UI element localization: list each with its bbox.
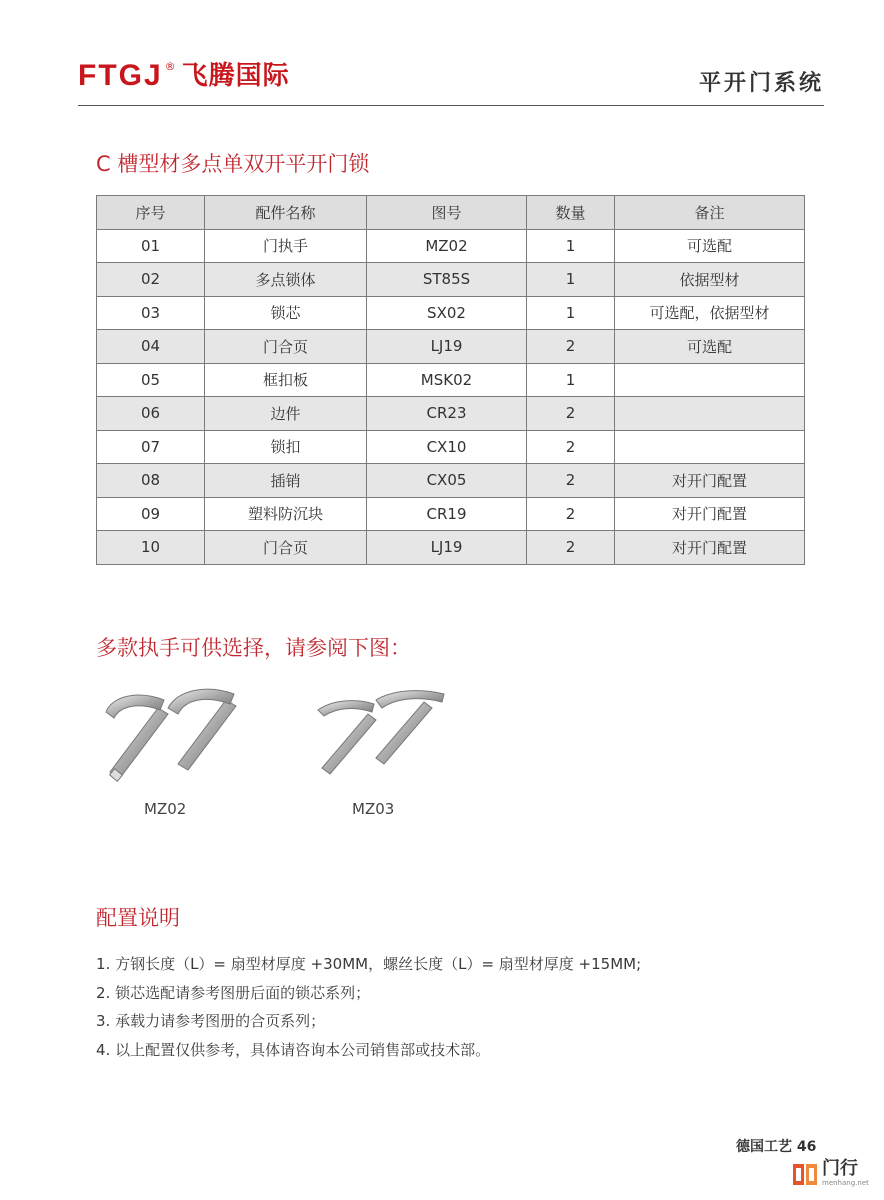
table-cell: 锁芯 [205, 296, 367, 330]
table-cell: 可选配，依据型材 [615, 296, 805, 330]
lock-section-title: C 槽型材多点单双开平开门锁 [96, 152, 370, 176]
table-cell [615, 430, 805, 464]
table-row [97, 296, 805, 330]
table-cell: MSK02 [367, 363, 527, 397]
table-cell: LJ19 [367, 330, 527, 364]
page-number-label: 德国工艺 46 [736, 1139, 817, 1155]
table-row [97, 497, 805, 531]
watermark-url: menhang.net [822, 1179, 869, 1187]
table-cell: SX02 [367, 296, 527, 330]
table-cell: 对开门配置 [615, 531, 805, 565]
registered-mark: ® [164, 60, 176, 73]
table-cell: ST85S [367, 263, 527, 297]
table-cell: 07 [97, 430, 205, 464]
watermark [792, 1160, 869, 1187]
table-cell: CX10 [367, 430, 527, 464]
handle-caption-mz02: MZ02 [144, 800, 187, 818]
table-cell [615, 397, 805, 431]
table-cell: 边件 [205, 397, 367, 431]
table-cell: 05 [97, 363, 205, 397]
table-cell: 可选配 [615, 229, 805, 263]
table-cell: 依据型材 [615, 263, 805, 297]
table-cell: 01 [97, 229, 205, 263]
table-cell: 10 [97, 531, 205, 565]
config-note: 2. 锁芯选配请参考图册后面的锁芯系列； [96, 983, 371, 1002]
table-cell: 2 [527, 397, 615, 431]
table-cell: 1 [527, 229, 615, 263]
config-notes [96, 950, 641, 1064]
column-header: 图号 [367, 196, 527, 230]
table-cell: CX05 [367, 464, 527, 498]
table-header-row [97, 196, 805, 230]
table-cell: 塑料防沉块 [205, 497, 367, 531]
table-cell: 2 [527, 464, 615, 498]
table-row [97, 430, 805, 464]
series-title: 平开门系统 [698, 71, 824, 96]
column-header: 数量 [527, 196, 615, 230]
table-row [97, 363, 805, 397]
table-cell: 1 [527, 263, 615, 297]
table-cell: 06 [97, 397, 205, 431]
watermark-text: 门行 [822, 1158, 858, 1179]
table-cell: 02 [97, 263, 205, 297]
table-row [97, 397, 805, 431]
table-cell: 可选配 [615, 330, 805, 364]
table-cell: 对开门配置 [615, 464, 805, 498]
table-cell: 门合页 [205, 330, 367, 364]
table-row [97, 531, 805, 565]
header-divider [78, 105, 824, 106]
parts-table [96, 195, 805, 565]
table-cell: 03 [97, 296, 205, 330]
brand-logo [78, 60, 290, 92]
table-cell: LJ19 [367, 531, 527, 565]
table-cell: CR19 [367, 497, 527, 531]
table-cell: 2 [527, 497, 615, 531]
brand-chinese: 飞腾国际 [181, 61, 290, 91]
page-header [78, 56, 824, 106]
table-cell: CR23 [367, 397, 527, 431]
table-cell: MZ02 [367, 229, 527, 263]
table-cell: 插销 [205, 464, 367, 498]
table-row [97, 464, 805, 498]
column-header: 配件名称 [205, 196, 367, 230]
table-cell: 08 [97, 464, 205, 498]
table-cell [615, 363, 805, 397]
handle-mz02-image [98, 682, 248, 786]
handle-mz03-image [312, 684, 452, 780]
brand-latin: FTGJ [78, 59, 163, 92]
table-cell: 2 [527, 531, 615, 565]
config-note: 4. 以上配置仅供参考，具体请咨询本公司销售部或技术部。 [96, 1040, 491, 1059]
config-section-title: 配置说明 [96, 906, 180, 930]
table-cell: 对开门配置 [615, 497, 805, 531]
config-note: 3. 承载力请参考图册的合页系列； [96, 1012, 326, 1030]
watermark-logo-icon [792, 1161, 818, 1187]
handles-section-title: 多款执手可供选择，请参阅下图： [96, 636, 411, 660]
table-cell: 框扣板 [205, 363, 367, 397]
table-cell: 2 [527, 430, 615, 464]
column-header: 备注 [615, 196, 805, 230]
table-row [97, 229, 805, 263]
config-note: 1. 方钢长度（L）= 扇型材厚度 +30MM，螺丝长度（L）= 扇型材厚度 +15MM; [96, 955, 642, 973]
table-cell: 09 [97, 497, 205, 531]
table-cell: 1 [527, 363, 615, 397]
table-cell: 2 [527, 330, 615, 364]
table-cell: 锁扣 [205, 430, 367, 464]
column-header: 序号 [97, 196, 205, 230]
table-row [97, 263, 805, 297]
table-cell: 多点锁体 [205, 263, 367, 297]
table-cell: 1 [527, 296, 615, 330]
handle-caption-mz03: MZ03 [352, 800, 395, 818]
table-cell: 门执手 [205, 229, 367, 263]
table-row [97, 330, 805, 364]
table-cell: 04 [97, 330, 205, 364]
table-cell: 门合页 [205, 531, 367, 565]
